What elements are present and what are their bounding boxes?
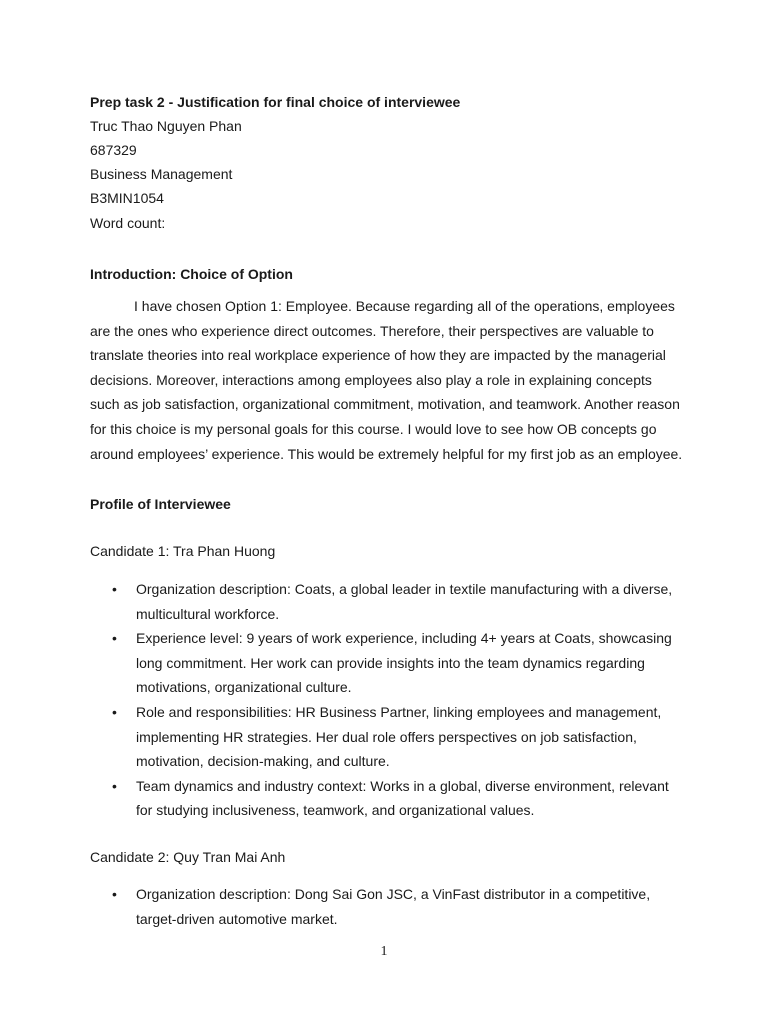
introduction-paragraph: [90, 294, 690, 466]
word-count: Word count:: [90, 215, 166, 231]
paragraph-line: are the ones who experience direct outcomes. Therefore, their perspectives are valuable to: [90, 322, 654, 339]
paragraph-line: such as job satisfaction, organizational commitment, motivation, and teamwork. Another reason: [90, 396, 680, 413]
bullet-icon: •: [112, 703, 117, 720]
document-title: Prep task 2 - Justification for final choice of interviewee: [90, 94, 461, 110]
bullet-line: Role and responsibilities: HR Business Partner, linking employees and management,: [136, 703, 662, 720]
bullet-icon: •: [112, 630, 117, 647]
bullet-line: motivations, organizational culture.: [136, 679, 352, 696]
candidate-1-label: Candidate 1: Tra Phan Huong: [90, 543, 276, 559]
paragraph-line: for this choice is my personal goals for this course. I would love to see how OB concepts go: [90, 420, 657, 437]
paragraph-line: I have chosen Option 1: Employee. Because regarding all of the operations, employees: [134, 298, 675, 314]
paragraph-line: around employees’ experience. This would be extremely helpful for my first job as an employee.: [90, 445, 683, 462]
paragraph-line: translate theories into real workplace experience of how they are impacted by the managerial: [90, 347, 666, 364]
author-name: Truc Thao Nguyen Phan: [90, 118, 242, 134]
bullet-line: target-driven automotive market.: [136, 910, 338, 927]
bullet-icon: •: [112, 581, 117, 597]
bullet-line: Organization description: Coats, a global leader in textile manufacturing with a diverse,: [136, 581, 673, 597]
bullet-line: motivation, decision-making, and culture.: [136, 753, 390, 770]
student-id: 687329: [90, 142, 137, 158]
candidate-2-label: Candidate 2: Quy Tran Mai Anh: [90, 849, 286, 865]
list-item: [90, 882, 690, 931]
bullet-line: multicultural workforce.: [136, 605, 280, 622]
list-item: [90, 577, 690, 626]
list-item: [90, 774, 690, 823]
profile-heading: Profile of Interviewee: [90, 496, 231, 512]
candidate-2-bullet-list: [90, 882, 690, 931]
candidate-1-bullet-list: [90, 577, 690, 823]
course-code: B3MIN1054: [90, 190, 164, 206]
bullet-line: Organization description: Dong Sai Gon JSC, a VinFast distributor in a competitive,: [136, 886, 651, 902]
list-item: [90, 626, 690, 700]
page-number: 1: [380, 944, 388, 959]
program-name: Business Management: [90, 166, 233, 182]
paragraph-line: decisions. Moreover, interactions among employees also play a role in explaining concepts: [90, 371, 652, 388]
bullet-line: implementing HR strategies. Her dual role offers perspectives on job satisfaction,: [136, 728, 637, 745]
list-item: [90, 700, 690, 774]
introduction-heading: Introduction: Choice of Option: [90, 266, 293, 282]
bullet-icon: •: [112, 886, 117, 902]
bullet-line: long commitment. Her work can provide insights into the team dynamics regarding: [136, 654, 645, 671]
bullet-line: for studying inclusiveness, teamwork, and organizational values.: [136, 802, 535, 819]
bullet-icon: •: [112, 777, 117, 794]
bullet-line: Team dynamics and industry context: Works in a global, diverse environment, relevant: [136, 777, 669, 794]
bullet-line: Experience level: 9 years of work experience, including 4+ years at Coats, showcasing: [136, 630, 672, 647]
